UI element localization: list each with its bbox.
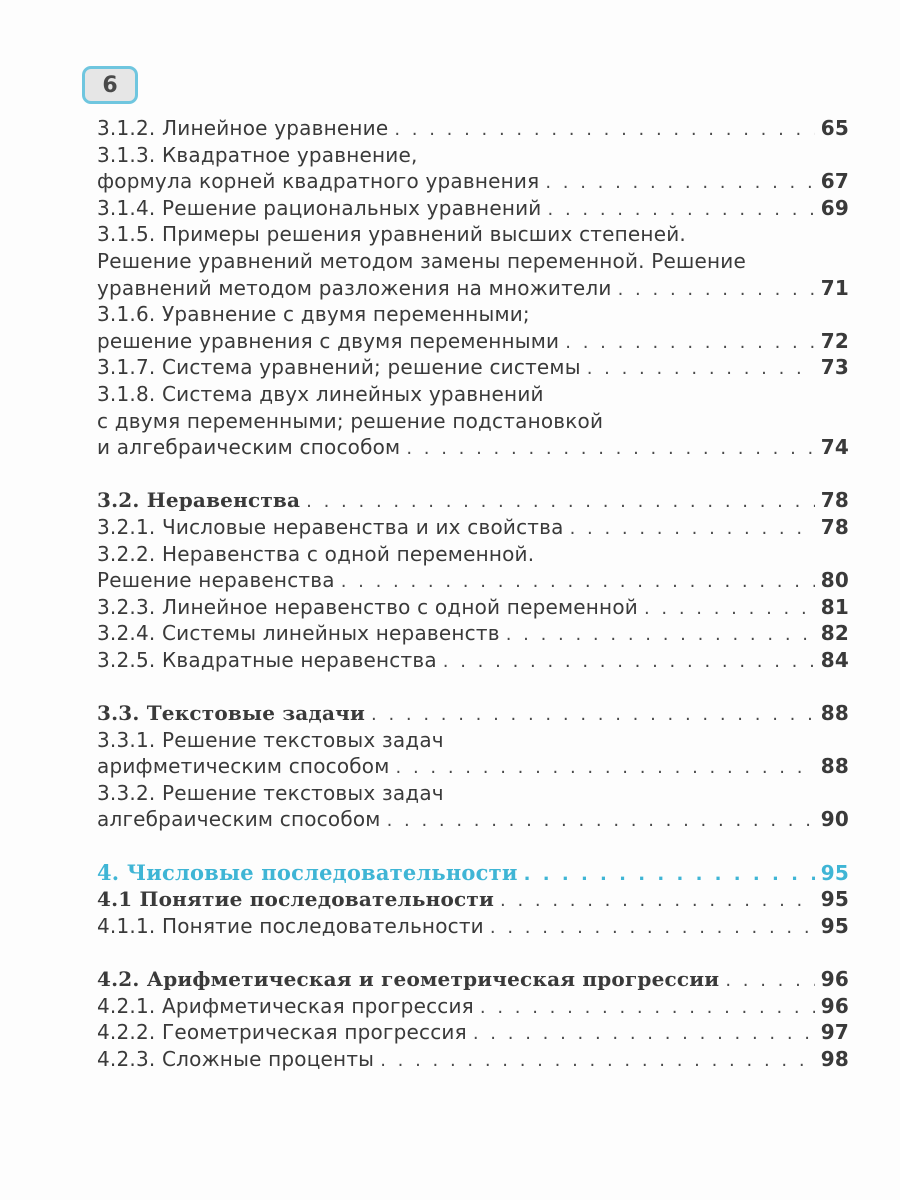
toc-entry-title: 3.1.2. Линейное уравнение <box>97 116 389 140</box>
toc-entry-title: 3.1.7. Система уравнений; решение системы <box>97 355 581 380</box>
toc-entry-title: 4.2.3. Сложные проценты <box>97 1046 375 1071</box>
toc-entry-title: и алгебраическим способом <box>97 435 401 460</box>
toc-leader-dots <box>524 862 815 889</box>
toc-entry-title: 3.1.8. Система двух линейных уравнений <box>97 381 544 406</box>
toc-section-entry <box>97 487 849 514</box>
toc-entry <box>97 567 849 594</box>
toc-entry-title: 4.2. Арифметическая и геометрическая прогрессии <box>97 967 720 991</box>
toc-entry-title: Решение уравнений методом замены переменной. Решение <box>97 248 747 273</box>
toc-entry-title: 3.1.5. Примеры решения уравнений высших степеней. <box>97 222 686 247</box>
toc-entry <box>97 168 849 195</box>
toc-page-number: 78 <box>820 488 849 513</box>
toc-leader-dots <box>480 995 815 1022</box>
toc-leader-dots <box>644 596 815 623</box>
toc-page-number: 65 <box>820 116 849 140</box>
toc-page-number: 74 <box>820 435 849 460</box>
toc-entry <box>97 514 849 541</box>
toc-page-number: 97 <box>820 1020 849 1045</box>
section-gap <box>97 833 849 860</box>
toc-page-number: 72 <box>820 328 849 353</box>
toc-entry <box>97 913 849 940</box>
toc-leader-dots <box>490 915 815 942</box>
toc-entry-title: 3.1.6. Уравнение с двумя переменными; <box>97 302 530 327</box>
toc-leader-dots <box>406 436 814 463</box>
toc-leader-dots <box>570 516 815 543</box>
section-gap <box>97 939 849 966</box>
toc-entry-title: 3.2.4. Системы линейных неравенств <box>97 621 500 646</box>
toc-entry-title: 4. Числовые последовательности <box>97 859 518 885</box>
toc-section-entry <box>97 700 849 727</box>
toc-page-number: 69 <box>820 195 849 220</box>
toc-leader-dots <box>565 330 815 357</box>
toc-entry-title: 3.3. Текстовые задачи <box>97 701 365 726</box>
toc-entry-title: арифметическим способом <box>97 754 390 779</box>
toc-entry-title: с двумя переменными; решение подстановкой <box>97 408 604 433</box>
toc-page-number: 96 <box>820 967 849 991</box>
toc-entry <box>97 541 849 568</box>
toc-entry-title: формула корней квадратного уравнения <box>97 169 540 194</box>
toc-entry-title: 3.2.3. Линейное неравенство с одной переменной <box>97 594 638 619</box>
toc-entry <box>97 1019 849 1046</box>
toc-entry-title: 3.3.1. Решение текстовых задач <box>97 727 444 752</box>
table-of-contents <box>97 115 849 1072</box>
toc-entry <box>97 434 849 461</box>
toc-leader-dots <box>371 702 815 729</box>
toc-page-number: 78 <box>820 514 849 539</box>
toc-entry <box>97 594 849 621</box>
toc-entry-title: 3.3.2. Решение текстовых задач <box>97 780 444 805</box>
toc-leader-dots <box>545 170 814 197</box>
toc-page-number: 71 <box>820 275 849 300</box>
toc-entry <box>97 115 849 142</box>
toc-leader-dots <box>394 117 814 144</box>
toc-entry-title: 3.2. Неравенства <box>97 488 301 513</box>
section-gap <box>97 673 849 700</box>
toc-entry-title: уравнений методом разложения на множители <box>97 275 612 300</box>
toc-chapter-entry <box>97 860 849 887</box>
toc-page-number: 82 <box>820 621 849 646</box>
toc-entry <box>97 727 849 754</box>
page-number-badge <box>82 66 138 104</box>
toc-page-number: 73 <box>820 355 849 380</box>
toc-page-number: 88 <box>820 754 849 779</box>
toc-entry-title: 3.2.2. Неравенства с одной переменной. <box>97 541 535 566</box>
toc-entry <box>97 1046 849 1073</box>
toc-page-number: 95 <box>820 860 849 885</box>
toc-entry-title: 3.2.1. Числовые неравенства и их свойства <box>97 514 564 539</box>
toc-page-number: 84 <box>820 647 849 672</box>
toc-page-number: 96 <box>820 993 849 1018</box>
toc-page-number: 95 <box>820 887 849 912</box>
toc-section-entry <box>97 886 849 913</box>
section-gap <box>97 461 849 488</box>
toc-leader-dots <box>473 1021 815 1048</box>
toc-entry <box>97 142 849 169</box>
toc-leader-dots <box>341 569 815 596</box>
toc-entry <box>97 301 849 328</box>
toc-entry <box>97 381 849 408</box>
toc-entry <box>97 408 849 435</box>
toc-entry-title: 4.2.2. Геометрическая прогрессия <box>97 1020 467 1045</box>
toc-leader-dots <box>500 888 815 915</box>
toc-leader-dots <box>387 808 815 835</box>
toc-page-number: 80 <box>820 568 849 593</box>
toc-entry <box>97 248 849 275</box>
toc-entry-title: 4.1 Понятие последовательности <box>97 887 494 912</box>
toc-page-number: 88 <box>820 701 849 726</box>
toc-entry <box>97 328 849 355</box>
toc-entry <box>97 780 849 807</box>
toc-entry-title: 4.2.1. Арифметическая прогрессия <box>97 993 474 1018</box>
toc-entry-title: 3.1.3. Квадратное уравнение, <box>97 142 418 167</box>
toc-entry <box>97 753 849 780</box>
toc-leader-dots <box>380 1048 815 1075</box>
toc-entry <box>97 993 849 1020</box>
toc-leader-dots <box>587 356 815 383</box>
toc-entry <box>97 647 849 674</box>
toc-leader-dots <box>306 489 815 516</box>
toc-entry-title: 3.2.5. Квадратные неравенства <box>97 647 437 672</box>
toc-leader-dots <box>396 755 815 782</box>
page-number: 6 <box>102 72 118 98</box>
toc-entry-title: 4.1.1. Понятие последовательности <box>97 913 484 938</box>
toc-leader-dots <box>548 197 815 224</box>
toc-leader-dots <box>443 649 815 676</box>
toc-section-entry <box>97 966 849 993</box>
toc-entry-title: 3.1.4. Решение рациональных уравнений <box>97 195 542 220</box>
toc-entry <box>97 620 849 647</box>
toc-entry <box>97 221 849 248</box>
toc-page-number: 81 <box>820 594 849 619</box>
toc-entry-title: Решение неравенства <box>97 568 335 593</box>
toc-entry <box>97 354 849 381</box>
toc-page-number: 90 <box>820 807 849 832</box>
toc-entry <box>97 275 849 302</box>
toc-entry <box>97 195 849 222</box>
toc-page-number: 67 <box>820 169 849 194</box>
toc-leader-dots <box>618 277 815 304</box>
toc-page-number: 98 <box>820 1046 849 1071</box>
toc-page-number: 95 <box>820 913 849 938</box>
toc-entry-title: алгебраическим способом <box>97 807 381 832</box>
toc-leader-dots <box>725 968 814 995</box>
toc-entry-title: решение уравнения с двумя переменными <box>97 328 560 353</box>
toc-entry <box>97 806 849 833</box>
toc-leader-dots <box>506 622 815 649</box>
